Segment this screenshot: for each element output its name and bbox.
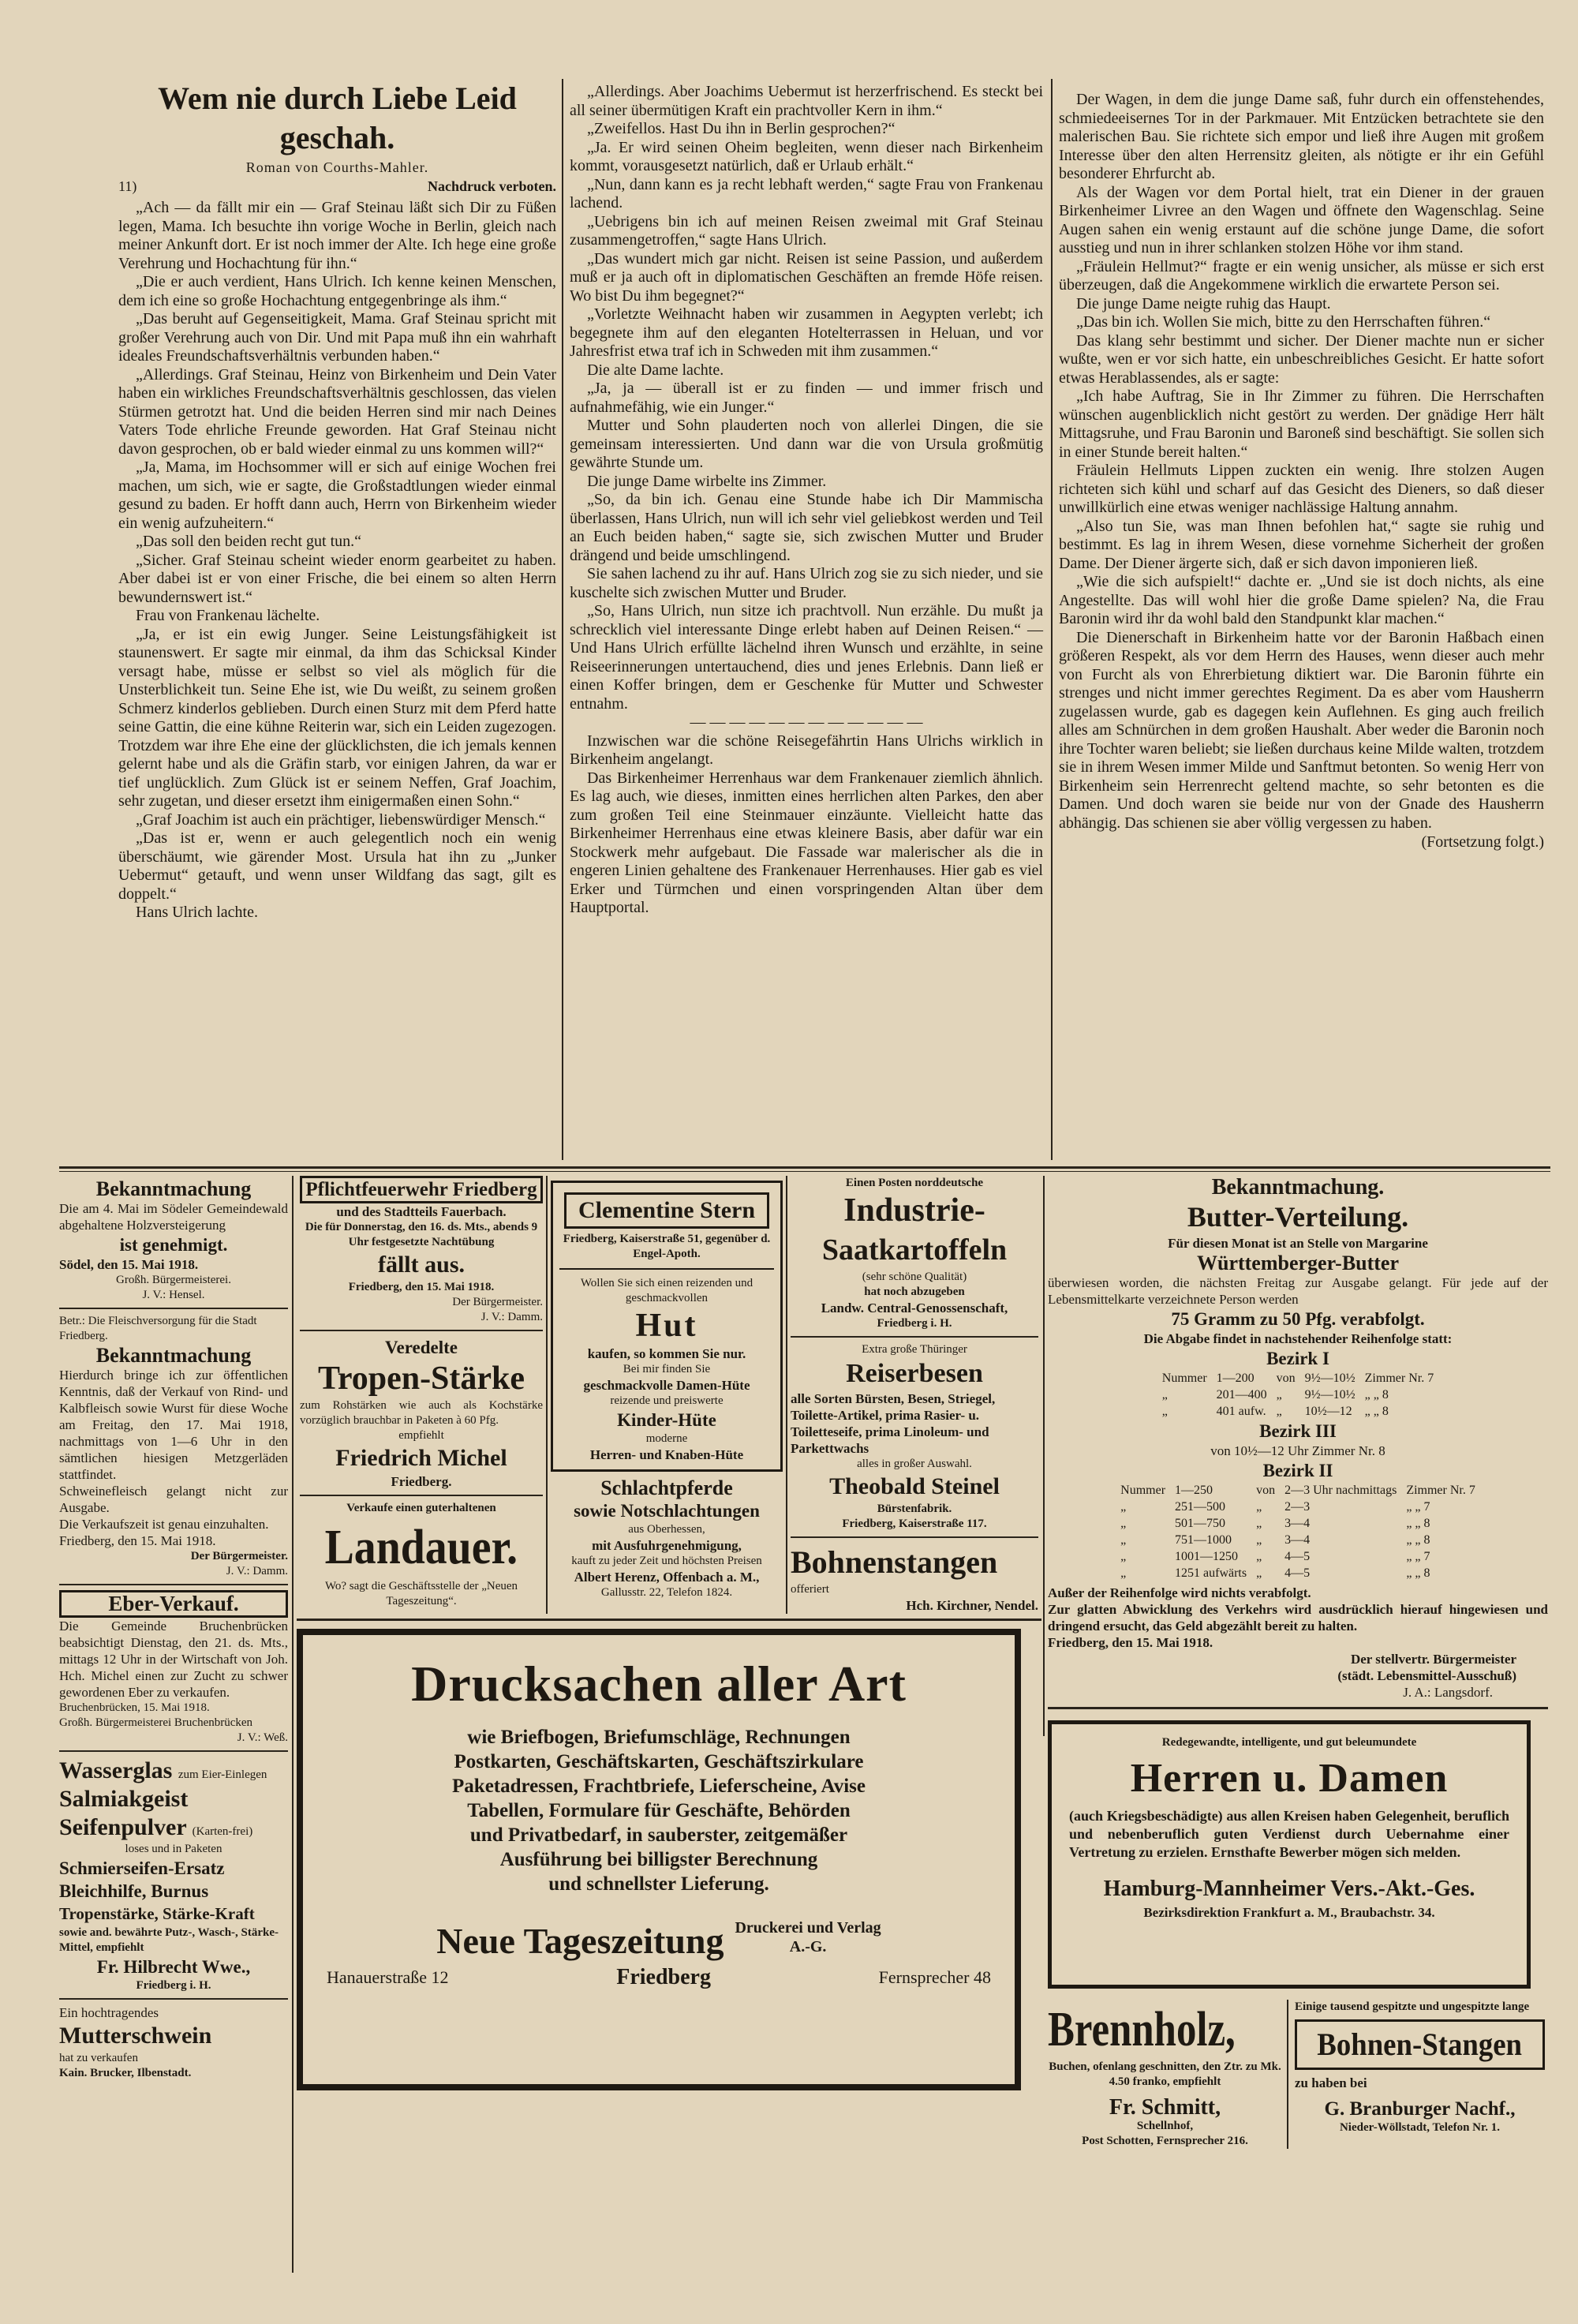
- ad-text: und des Stadtteils Fauerbach.: [336, 1204, 507, 1219]
- schedule-row: [1116, 1548, 1480, 1565]
- schedule-cell: „ „ 7: [1406, 1550, 1430, 1563]
- article-paragraph: Die Dienerschaft in Birkenheim hatte vor der Baronin Haßbach einen größeren Respekt, als vor dem Herrn des Hauses, wenn dieser auch mehr von Furcht als von Ehrerbietung diktiert war. Die Baronin führte ein strenges und nicht immer gerechtes Regiment. Da es aber vom Hausherrn zugelassen wurde, gab es dagegen kein Auflehnen. Es ging auch freilich alles am Schnürchen in dem großen Haushalt. Aber weder die Baronin noch ihre Tochter waren beliebt; sie ließen durchaus keine Milde walten, trotzdem sie in ihrem Wesen immer Milde und Sanftmut betonten. So wenig Herr von Birkenheim sein Herrenrecht geltend machte, so sehr betonten es die Damen. Und doch waren sie beide nur von der Gnade des Hausherrn abhängig. Das schienen sie aber völlig vergessen zu haben.: [1059, 628, 1544, 832]
- ad-product: Hut: [635, 1308, 698, 1344]
- article-paragraph: Das Birkenheimer Herrenhaus war dem Frankenauer ziemlich ähnlich. Es lag auch, wie dieses, inmitten eines herrlichen alten Parkes, den aber zum großen Teil eine Steinmauer einzäunte. Vielleicht hatte das Birkenheimer Herrenhaus eine etwas kleinere Basis, aber dafür war ein Stockwerk mehr aufgebaut. Die Fassade war malerischer als die in engeren Linien gehaltene des Frankenauer Herrenhauses. Hier gab es viel Erker und Türmchen und einen vorspringenden Altan über dem Hauptportal.: [570, 769, 1043, 916]
- ad-product: Mutterschwein: [59, 2023, 212, 2049]
- ad-text: Buchen, ofenlang geschnitten, den Ztr. zu Mk. 4.50 franko, empfiehlt: [1049, 2060, 1281, 2088]
- ad-butter-distribution: [1048, 1176, 1548, 1709]
- schedule-cell: „ „ 8: [1406, 1517, 1430, 1530]
- article-paragraph: Frau von Frankenau lächelte.: [136, 607, 320, 624]
- column-divider: [1043, 1176, 1045, 1736]
- ad-text: Für diesen Monat ist an Stelle von Margarine: [1168, 1236, 1428, 1251]
- ad-text: empfiehlt: [398, 1429, 444, 1442]
- ad-text: Der stellvertr. Bürgermeister: [1350, 1652, 1516, 1667]
- ad-city: Friedberg: [616, 1965, 711, 1989]
- ad-text: überwiesen worden, die nächsten Freitag zur Ausgabe gelangt. Für jede auf der Lebensmittelkarte verzeichnete Person werden: [1048, 1275, 1548, 1307]
- ad-signature: J. V.: Damm.: [481, 1311, 543, 1323]
- ad-text: Bürstenfabrik.: [877, 1503, 952, 1515]
- ad-text: Friedberg, Kaiserstraße 51, gegenüber d. Engel-Apoth.: [563, 1233, 771, 1260]
- schedule-cell: Nummer: [1161, 1372, 1207, 1385]
- ad-advertiser: Landw. Central-Genossenschaft,: [821, 1300, 1008, 1315]
- ads-column-4: [787, 1176, 1041, 1614]
- ad-phone: Fernsprecher 48: [878, 1967, 991, 1987]
- ad-text: Veredelte: [385, 1338, 458, 1357]
- ad-text: Bezirksdirektion Frankfurt a. M., Braubachstr. 34.: [1143, 1905, 1435, 1920]
- schedule-row: [1116, 1565, 1480, 1581]
- ad-product: Salmiakgeist: [59, 1786, 189, 1812]
- schedule-cell: „: [1120, 1517, 1127, 1530]
- ad-text: Großh. Bürgermeisterei.: [116, 1274, 231, 1286]
- schedule-cell: 2—3: [1284, 1500, 1311, 1514]
- ad-signature: J. V.: Hensel.: [142, 1289, 205, 1301]
- schedule-cell: Zimmer Nr. 7: [1364, 1372, 1434, 1385]
- ad-text: Gallusstr. 22, Telefon 1824.: [600, 1586, 733, 1599]
- ad-heading: Eber-Verkauf.: [59, 1590, 288, 1618]
- article-paragraph: Als der Wagen vor dem Portal hielt, trat ein Diener in der grauen Birkenheimer Livree an den Wagen und öffnete den Wagenschlag. Seine Augen sahen ein wenig erstaunt auf die schöne junge Dame, die sofort ausstieg und nun in ihrer schlanken stolzen Höhe vor ihm stand.: [1059, 183, 1544, 256]
- schedule-cell: „ „ 8: [1406, 1566, 1430, 1580]
- ad-text: aus Oberhessen,: [628, 1523, 705, 1536]
- schedule-cell: „: [1161, 1405, 1168, 1418]
- ad-text: Friedberg, den 15. Mai 1918.: [348, 1281, 495, 1293]
- ad-text: Die Verkaufszeit ist genau einzuhalten.: [59, 1517, 269, 1532]
- ad-text: Betr.: Die Fleischversorgung für die Stadt Friedberg.: [59, 1315, 257, 1342]
- ad-address: Hanauerstraße 12: [327, 1967, 449, 1987]
- schedule-cell: 4—5: [1284, 1550, 1311, 1563]
- article-paragraph: „Wie die sich aufspielt!“ dachte er. „Und sie ist doch nichts, als eine Angestellte. Das will wohl hier die große Dame spielen? Na, die Frau Baronin wird ihr da wohl bald den Standpunkt klar machen.“: [1059, 573, 1544, 627]
- column-divider: [562, 79, 563, 1160]
- article-paragraph: „Ach — da fällt mir ein — Graf Steinau läßt sich Dir zu Füßen legen, Mama. Ich besuchte ihn vorige Woche in Berlin, gleich nach meiner Ankunft dort. Er ist noch immer der Alte. Ich hege eine große Verehrung und Hochachtung für ihn.“: [118, 199, 556, 272]
- article-paragraph: Die junge Dame neigte ruhig das Haupt.: [1076, 294, 1331, 312]
- article-paragraph: „Zweifellos. Hast Du ihn in Berlin gesprochen?“: [587, 120, 896, 137]
- ad-text: Verkaufe einen guterhaltenen: [346, 1502, 496, 1514]
- ad-heading: Bekanntmachung: [95, 1177, 252, 1200]
- ad-slaughter-horses: [551, 1476, 783, 1600]
- district-2-table: [1116, 1482, 1480, 1581]
- schedule-cell: „: [1256, 1566, 1262, 1580]
- ad-product: Seifenpulver: [59, 1814, 187, 1840]
- ad-text: Friedberg, den 15. Mai 1918.: [59, 1533, 216, 1548]
- ad-text: zum Eier-Einlegen: [178, 1768, 267, 1781]
- schedule-cell: 3—4: [1284, 1517, 1311, 1530]
- article-paragraph: — — — — — — — — — — — —: [690, 713, 923, 731]
- ad-text: wie Briefbogen, Briefumschläge, Rechnungen: [467, 1727, 851, 1748]
- article-paragraph: Der Wagen, in dem die junge Dame saß, fuhr durch ein offenstehendes, schmiedeeisernes Tor in der Parkmauer. Mit Entzücken betrachtete sie den malerischen Bau. Sie richtete sich empor und ließ ihre Augen mit großem Interesse über den alten Herrensitz gleiten, als nötigte er ihr ein Gefühl besonderer Ehrfurcht ab.: [1059, 91, 1544, 182]
- article-paragraph: „Fräulein Hellmut?“ fragte er ein wenig unsicher, als müsse er sich erst überzeugen, daß die Angekommene wirklich die erwartete Person sei.: [1059, 257, 1544, 294]
- schedule-cell: 501—750: [1175, 1517, 1226, 1530]
- continuation-note: (Fortsetzung folgt.): [1421, 833, 1544, 851]
- ad-text: alle Sorten Bürsten, Besen, Striegel, Toilette-Artikel, prima Rasier- u. Toiletteseife, prima Linoleum- und Parkettwachs: [791, 1391, 996, 1456]
- ad-text: Hierdurch bringe ich zur öffentlichen Kenntnis, daß der Verkauf von Rind- und Kalbfleisch sowie Wurst für diese Woche am Freitag, den 17. Mai 1918, nachmittags von 1—6 Uhr in den sämtlichen hiesigen Metzgerläden stattfindet.: [59, 1368, 288, 1482]
- article-paragraph: „Uebrigens bin ich auf meinen Reisen zweimal mit Graf Steinau zusammengetroffen,“ sagte Hans Ulrich.: [570, 212, 1043, 249]
- schedule-row: [1116, 1515, 1480, 1532]
- schedule-cell: 1—200: [1216, 1372, 1255, 1385]
- installment-number: 11): [118, 178, 137, 194]
- ad-advertiser: Neue Tageszeitung: [436, 1921, 724, 1961]
- ad-text: loses und in Paketen: [125, 1843, 222, 1855]
- ad-text: Großh. Bürgermeisterei Bruchenbrücken: [59, 1716, 253, 1729]
- schedule-cell: 4—5: [1284, 1566, 1311, 1580]
- ad-heading: Herren u. Damen: [1130, 1756, 1449, 1801]
- schedule-cell: „: [1120, 1566, 1127, 1580]
- article-subtitle: Roman von Courths-Mahler.: [245, 159, 429, 175]
- schedule-cell: Nummer: [1120, 1484, 1166, 1497]
- ad-heading: Bekanntmachung.: [1211, 1175, 1385, 1199]
- schedule-cell: „: [1120, 1533, 1127, 1547]
- schedule-cell: „: [1256, 1517, 1262, 1530]
- article-paragraph: „Ja, er ist ein ewig Junger. Seine Leistungsfähigkeit ist staunenswert. Er sagte mir einmal, da ihm das Schicksal Kinder versagt habe, müsse er selbst so viel als möglich für die Unsterblichkeit tun. Seine Ehe ist, wie Du weißt, zu seinem großen Schmerz kinderlos geblieben. Durch einen Sturz mit dem Pferd hatte seine Gattin, die eine kühne Reiterin war, sich ein Leiden zugezogen. Trotzdem war ihre Ehe eine der glücklichsten, die ich jemals kennen gelernt habe und als die Gräfin starb, vor einigen Jahren, da war er tief unglücklich. Zum Glück ist er seinem Neffen, Graf Joachim, sehr zugetan, und dieser ersetzt ihm einigermaßen einen Sohn.“: [118, 625, 556, 810]
- ad-advertiser: Hamburg-Mannheimer Vers.-Akt.-Ges.: [1103, 1877, 1475, 1901]
- article-paragraph: Inzwischen war die schöne Reisegefährtin Hans Ulrichs wirklich in Birkenheim angelangt.: [570, 732, 1043, 768]
- ad-heading: Bekanntmachung: [95, 1344, 252, 1367]
- schedule-cell: von: [1276, 1372, 1296, 1385]
- ad-text: und schnellster Lieferung.: [548, 1873, 769, 1895]
- article-paragraph: „Das wundert mich gar nicht. Reisen ist seine Passion, und außerdem muß er ja auch oft in diplomatischen Geschäften an fremde Höfe reisen. Wo bist Du ihm begegnet?“: [570, 249, 1043, 305]
- schedule-cell: „: [1256, 1550, 1262, 1563]
- ad-text: Schweinefleisch gelangt nicht zur Ausgabe.: [59, 1484, 288, 1515]
- article-paragraph: Sie sahen lachend zu ihr auf. Hans Ulrich zog sie zu sich nieder, und sie kuschelte sich zwischen Mutter und Bruder.: [570, 565, 1043, 601]
- article-paragraph: „Die er auch verdient, Hans Ulrich. Ich kenne keinen Menschen, dem ich eine so große Hochachtung entgegenbringe als ihm.“: [118, 273, 556, 309]
- ad-advertiser: G. Branburger Nachf.,: [1324, 2098, 1516, 2120]
- ads-column-1: [59, 1177, 288, 2081]
- article-paragraph: „Ja, ja — überall ist er zu finden — und immer frisch und aufnahmefähig, wie ein Junger.“: [570, 380, 1043, 416]
- article-paragraph: „Das ist er, wenn er auch gelegentlich noch ein wenig überschäumt, wie gärender Most. Ursula hat ihn zu „Junker Uebermut“ getauft, und wenn unser Wildfang das sagt, gilt es doppelt.“: [118, 829, 556, 903]
- ad-text: Druckerei und Verlag: [735, 1919, 881, 1937]
- ad-product: Württemberger-Butter: [1196, 1252, 1400, 1274]
- ad-text: (Karten-frei): [192, 1825, 253, 1838]
- schedule-cell: Zimmer Nr. 7: [1406, 1484, 1475, 1497]
- ad-fire-brigade: [300, 1176, 543, 1331]
- schedule-cell: 401 aufw.: [1216, 1405, 1266, 1418]
- ad-meat-supply: [59, 1314, 288, 1585]
- ad-text: sowie and. bewährte Putz-, Wasch-, Stärke-Mittel, empfiehlt: [59, 1926, 279, 1954]
- ad-text: (sehr schöne Qualität): [862, 1271, 967, 1283]
- ad-advertiser: Theobald Steinel: [829, 1473, 1000, 1499]
- ad-heading: Pflichtfeuerwehr Friedberg: [300, 1176, 543, 1203]
- section-divider: [59, 1171, 1550, 1172]
- ad-tropen-staerke: [300, 1336, 543, 1496]
- article-paragraph: „Das beruht auf Gegenseitigkeit, Mama. Graf Steinau spricht mit großer Verehrung auch von Dir. Und mit Papa muß ihn ein wahrhaft ideales Freundschaftsverhältnis verbunden haben.“: [118, 310, 556, 365]
- ads-middle-block: [297, 1176, 1041, 2090]
- ad-text: 75 Gramm zu 50 Pfg. verabfolgt.: [1171, 1309, 1425, 1329]
- district-heading: Bezirk I: [1266, 1349, 1329, 1368]
- schedule-row: [1116, 1532, 1480, 1548]
- ad-product: Herren- und Knaben-Hüte: [589, 1447, 744, 1462]
- ad-printing-services: [297, 1629, 1021, 2090]
- ad-advertiser: Fr. Schmitt,: [1109, 2095, 1221, 2120]
- article-paragraph: „Vorletzte Weihnacht haben wir zusammen in Aegypten verlebt; ich begegnete ihm auf den eleganten Hotelterrassen in Heluan, und vor Jahresfrist etwa traf ich in Schweden mit ihm zusammen.“: [570, 305, 1043, 360]
- ad-text: Postkarten, Geschäftskarten, Geschäftszirkulare: [454, 1751, 864, 1772]
- ad-product: geschmackvolle Damen-Hüte: [583, 1378, 750, 1393]
- ad-advertiser: Hch. Kirchner, Nendel.: [906, 1598, 1038, 1613]
- article-title: Wem nie durch Liebe Leid geschah.: [158, 80, 517, 155]
- article-paragraph: Fräulein Hellmuts Lippen zuckten ein wenig. Ihre stolzen Augen richteten sich kühl und scharf auf das Gesicht des Dieners, so daß dieser unwillkürlich eine etwas weniger nachlässige Haltung annahm.: [1059, 462, 1544, 516]
- schedule-cell: 1—250: [1175, 1484, 1213, 1497]
- ad-text: Einen Posten norddeutsche: [845, 1177, 984, 1189]
- ad-product: Reiserbesen: [846, 1359, 983, 1388]
- schedule-row: [1157, 1387, 1438, 1403]
- ad-product: Kinder-Hüte: [617, 1410, 716, 1430]
- ad-advertiser: Albert Herenz, Offenbach a. M.,: [574, 1570, 760, 1585]
- article-column-2: [570, 83, 1043, 918]
- ad-advertiser: Fr. Hilbrecht Wwe.,: [96, 1957, 251, 1977]
- article-column-3: [1059, 91, 1544, 833]
- ad-product: Wasserglas: [59, 1757, 173, 1783]
- ad-text: (auch Kriegsbeschädigte) aus allen Kreisen haben Gelegenheit, beruflich und nebenberuflich guten Verdienst durch Uebernahme einer Vertretung zu erzielen. Ernsthafte Bewerber mögen sich melden.: [1069, 1808, 1509, 1860]
- ad-product: Bohnenstangen: [791, 1544, 998, 1580]
- ad-heading: Clementine Stern: [564, 1192, 769, 1229]
- ad-text: Paketadressen, Frachtbriefe, Lieferscheine, Avise: [452, 1776, 866, 1797]
- ad-text: [59, 1757, 288, 1785]
- ad-product: Bleichhilfe, Burnus: [59, 1881, 209, 1901]
- schedule-row: [1157, 1370, 1438, 1387]
- district-heading: Bezirk III: [1259, 1421, 1337, 1441]
- ads-right-block: [1048, 1176, 1548, 2149]
- schedule-row: [1116, 1499, 1480, 1515]
- schedule-cell: 2—3 Uhr nachmittags: [1284, 1484, 1397, 1497]
- article-paragraph: „Sicher. Graf Steinau scheint wieder enorm gearbeitet zu haben. Aber dabei ist er von einer Frische, die bei einem so alten Herrn bewundernswert ist.“: [118, 551, 556, 606]
- schedule-cell: „: [1161, 1388, 1168, 1402]
- ad-text: A.-G.: [789, 1938, 827, 1955]
- ad-advertiser: Friedrich Michel: [335, 1445, 507, 1471]
- ad-text: offeriert: [791, 1583, 829, 1596]
- schedule-cell: „ „ 8: [1406, 1533, 1430, 1547]
- ad-landauer: [300, 1501, 543, 1609]
- ad-firewood: [1048, 2000, 1288, 2149]
- ad-reiserbesen: [791, 1342, 1038, 1538]
- ad-text: Einige tausend gespitzte und ungespitzte lange: [1295, 2000, 1530, 2013]
- ad-text: Post Schotten, Fernsprecher 216.: [1082, 2135, 1248, 2147]
- ad-product: Schmierseifen-Ersatz: [59, 1858, 225, 1878]
- article-column-1: [118, 199, 556, 922]
- ad-text: Friedberg i. H.: [877, 1317, 952, 1330]
- article-paragraph: „Ja. Er wird seinen Oheim begleiten, wenn dieser nach Birkenheim kommt, vorausgesetzt natürlich, daß er Urlaub erhält.“: [570, 138, 1043, 174]
- schedule-cell: „: [1276, 1388, 1282, 1402]
- ad-clementine-stern: [551, 1181, 783, 1472]
- ad-text: zu haben bei: [1295, 2075, 1367, 2090]
- article-paragraph: „Nun, dann kann es ja recht lebhaft werden,“ sagte Frau von Frankenau lachend.: [570, 175, 1043, 211]
- ad-text: Zur glatten Abwicklung des Verkehrs wird ausdrücklich hierauf hingewiesen und dringend ersucht, das Geld abgezählt bereit zu halten.: [1048, 1602, 1548, 1634]
- ads-column-3: [548, 1176, 787, 1614]
- ad-text: Die Abgabe findet in nachstehender Reihenfolge statt:: [1143, 1331, 1453, 1346]
- ad-text: zum Rohstärken wie auch als Kochstärke vorzüglich brauchbar in Paketen à 60 Pfg.: [300, 1399, 543, 1427]
- ad-text: Der Bürgermeister.: [452, 1296, 543, 1308]
- ad-text: Ein hochtragendes: [59, 2005, 159, 2020]
- ad-text: Tabellen, Formulare für Geschäfte, Behörden: [467, 1800, 851, 1821]
- ad-text: reizende und preiswerte: [610, 1394, 724, 1407]
- article-column-2-wrapper: [570, 83, 1043, 918]
- schedule-cell: „ „ 8: [1364, 1405, 1389, 1418]
- schedule-cell: 201—400: [1216, 1388, 1267, 1402]
- schedule-cell: von: [1256, 1484, 1276, 1497]
- article-paragraph: „Das bin ich. Wollen Sie mich, bitte zu den Herrschaften führen.“: [1076, 313, 1491, 331]
- article-paragraph: Die junge Dame wirbelte ins Zimmer.: [587, 472, 827, 490]
- ad-text: Bruchenbrücken, 15. Mai 1918.: [59, 1701, 210, 1714]
- district-heading: Bezirk II: [1262, 1461, 1333, 1480]
- ad-text: Nieder-Wöllstadt, Telefon Nr. 1.: [1339, 2121, 1501, 2134]
- article-paragraph: „So, Hans Ulrich, nun sitze ich prachtvoll. Nun erzähle. Du mußt ja schrecklich viel interessante Dinge erlebt haben auf Deinen Reisen.“ — Und Hans Ulrich erfüllte lächelnd ihren Wunsch und erzählte, in seine Reiseerinnerungen untertauchend, dies und jenes Erlebnis. Dann ließ er einen Koffer bringen, dem er Geschenke für Mutter und Schwester entnahm.: [570, 602, 1043, 713]
- ad-bean-poles-kirchner: [791, 1543, 1038, 1614]
- ad-text: Bei mir finden Sie: [623, 1363, 711, 1375]
- schedule-row: [1157, 1403, 1438, 1420]
- schedule-cell: 1001—1250: [1175, 1550, 1239, 1563]
- article-paragraph: Die alte Dame lachte.: [587, 361, 724, 379]
- ad-text: Friedberg.: [391, 1474, 452, 1489]
- ad-text: Die am 4. Mai im Södeler Gemeindewald abgehaltene Holzversteigerung: [59, 1201, 288, 1233]
- ad-text: hat zu verkaufen: [59, 2052, 138, 2064]
- schedule-cell: 9½—10½: [1304, 1388, 1356, 1402]
- ad-text: von 10½—12 Uhr Zimmer Nr. 8: [1210, 1443, 1385, 1458]
- ad-text: Friedberg, Kaiserstraße 117.: [842, 1518, 987, 1530]
- reprint-notice: Nachdruck verboten.: [428, 178, 556, 194]
- ad-text: (städt. Lebensmittel-Ausschuß): [1337, 1668, 1516, 1683]
- article-paragraph: „Graf Joachim ist auch ein prächtiger, liebenswürdiger Mensch.“: [136, 810, 546, 829]
- schedule-cell: „: [1120, 1500, 1127, 1514]
- ad-text: kaufen, so kommen Sie nur.: [587, 1346, 746, 1361]
- article-paragraph: Das klang sehr bestimmt und sicher. Der Diener machte nun er sicher wußte, wen er vor sich hatte, ein unbeschreibliches Gesicht. Er hatte sofort etwas Herablassendes, als er sagte:: [1059, 331, 1544, 387]
- schedule-cell: „: [1256, 1500, 1262, 1514]
- ad-text: Die Gemeinde Bruchenbrücken beabsichtigt Dienstag, den 21. ds. Mts., mittags 12 Uhr in der Wirtschaft von Joh. Hch. Michel einen zur Zucht zu schwer gewordenen Eber zu verkaufen.: [59, 1619, 288, 1700]
- ad-product: Bohnen-Stangen: [1317, 2026, 1523, 2062]
- ad-text: Die für Donnerstag, den 16. ds. Mts., abends 9 Uhr festgesetzte Nachtübung: [305, 1221, 538, 1248]
- schedule-cell: „ „ 8: [1364, 1388, 1389, 1402]
- article-paragraph: „Allerdings. Graf Steinau, Heinz von Birkenheim und Dein Vater haben ein wirkliches Freundschaftsverhältnis geschlossen, das vielen Stürmen getrotzt hat. Und die beiden Herren sind mir nach Deines Vaters Tode ehrliche Freunde geworden. Hat Graf Steinau nicht davon gesprochen, ob er bald wieder einmal zu uns kommen will?“: [118, 365, 556, 458]
- article-paragraph: „Also tun Sie, was man Ihnen befohlen hat,“ sagte sie ruhig und bestimmt. Es lag in ihrem Wesen, diese vornehme Sicherheit der großen Dame. Der Diener ärgerte sich, daß er sich davon imponieren ließ.: [1059, 517, 1544, 572]
- ad-text: mit Ausfuhrgenehmigung,: [592, 1538, 742, 1553]
- ad-product: Brennholz,: [1048, 2003, 1236, 2056]
- ad-text: hat noch abzugeben: [864, 1285, 965, 1298]
- ad-product: Industrie-: [843, 1192, 985, 1229]
- ad-signature: J. V.: Damm.: [226, 1565, 288, 1577]
- schedule-cell: „: [1256, 1533, 1262, 1547]
- ad-product: Tropen-Stärke: [317, 1360, 525, 1397]
- article-paragraph: „Ja, Mama, im Hochsommer will er sich auf einige Wochen frei machen, um sich, wie er sagte, die Großstadtlungen wieder einmal gesund zu baden. Er hofft dann auch, Herrn von Birkenheim wieder ein wenig aufzuheitern.“: [118, 458, 556, 532]
- ad-advertiser: Kain. Brucker, Ilbenstadt.: [59, 2067, 192, 2079]
- article-paragraph: Hans Ulrich lachte.: [136, 904, 258, 921]
- ad-heading: Butter-Verteilung.: [1187, 1201, 1409, 1233]
- ad-heading: Drucksachen aller Art: [411, 1656, 907, 1712]
- ad-signature: J. V.: Weß.: [237, 1731, 288, 1744]
- ad-seed-potatoes: [791, 1176, 1038, 1338]
- schedule-cell: „ „ 7: [1406, 1500, 1430, 1514]
- schedule-row: [1116, 1482, 1480, 1499]
- ads-column-2: [297, 1176, 548, 1614]
- ad-heading: sowie Notschlachtungen: [574, 1501, 760, 1521]
- article-column-1-wrapper: [118, 79, 556, 922]
- ad-heading: Schlachtpferde: [600, 1476, 733, 1499]
- ad-text: Der Bürgermeister.: [190, 1550, 288, 1562]
- ad-text: Extra große Thüringer: [862, 1343, 967, 1356]
- ad-text: alles in großer Auswahl.: [857, 1458, 972, 1470]
- article-paragraph: „So, da bin ich. Genau eine Stunde habe ich Dir Mammischa überlassen, Hans Ulrich, nun will ich sehr viel geliebkost werden und Teil an Euch beiden haben,“ sagte sie, sich zwischen Mutter und Bruder drängend und beide umschlingend.: [570, 491, 1043, 564]
- ad-product: Landauer.: [324, 1521, 518, 1574]
- ad-signature: J. A.: Langsdorf.: [1403, 1685, 1493, 1700]
- ad-hilbrecht-goods: [59, 1757, 288, 2000]
- ad-insurance-recruiting: [1048, 1720, 1531, 1989]
- ad-boar-sale: [59, 1590, 288, 1752]
- ad-text: Friedberg, den 15. Mai 1918.: [1048, 1635, 1213, 1650]
- ad-bean-poles-branburger: [1288, 2000, 1545, 2149]
- ad-text: [59, 1813, 288, 1842]
- schedule-cell: 9½—10½: [1304, 1372, 1356, 1385]
- schedule-cell: 3—4: [1284, 1533, 1311, 1547]
- column-divider: [292, 1176, 294, 2273]
- ad-text: und Privatbedarf, in sauberster, zeitgemäßer: [469, 1824, 848, 1846]
- article-paragraph: „Das soll den beiden recht gut tun.“: [136, 533, 362, 550]
- schedule-cell: „: [1276, 1405, 1282, 1418]
- ad-soedel-announcement: [59, 1177, 288, 1309]
- ad-sow-sale: [59, 2004, 288, 2081]
- schedule-cell: 1251 aufwärts: [1175, 1566, 1247, 1580]
- ad-text: kauft zu jeder Zeit und höchsten Preisen: [571, 1555, 762, 1567]
- schedule-cell: „: [1120, 1550, 1127, 1563]
- ad-product: Saatkartoffeln: [821, 1233, 1008, 1267]
- article-paragraph: „Ich habe Auftrag, Sie in Ihr Zimmer zu führen. Die Herrschaften wünschen augenblicklich nicht gestört zu werden. Der gnädige Herr hält Mittagsruhe, und Frau Baronin und Baroneß sind beschäftigt. Sie sollen sich in einer Stunde bereit halten.“: [1059, 387, 1544, 461]
- ad-text: Södel, den 15. Mai 1918.: [59, 1257, 199, 1272]
- district-1-table: [1157, 1370, 1438, 1420]
- ad-text: Ausführung bei billigster Berechnung: [499, 1849, 818, 1870]
- section-divider: [59, 1166, 1550, 1169]
- ad-text: Friedberg i. H.: [136, 1979, 211, 1992]
- schedule-cell: 251—500: [1175, 1500, 1226, 1514]
- ad-text: moderne: [645, 1432, 688, 1445]
- ad-text: fällt aus.: [377, 1252, 465, 1278]
- ad-text: Redegewandte, intelligente, und gut beleumundete: [1161, 1736, 1417, 1749]
- ad-product: Tropenstärke, Stärke-Kraft: [59, 1904, 255, 1923]
- article-column-3-wrapper: [1059, 91, 1544, 851]
- article-paragraph: Mutter und Sohn plauderten noch von allerlei Dingen, die sie gemeinsam interessierten. Und dann war die von Ursula großmütig gewährte Stunde um.: [570, 417, 1043, 471]
- ad-text: ist genehmigt.: [119, 1235, 228, 1255]
- article-paragraph: „Allerdings. Aber Joachims Uebermut ist herzerfrischend. Es steckt bei all seiner übermütigen Kraft ein prachtvoller Kern in ihm.“: [570, 83, 1043, 119]
- ad-text: Wo? sagt die Geschäftsstelle der „Neuen Tageszeitung“.: [324, 1580, 518, 1607]
- schedule-cell: 751—1000: [1175, 1533, 1232, 1547]
- ad-text: Wollen Sie sich einen reizenden und geschmackvollen: [580, 1277, 753, 1304]
- ad-text: Außer der Reihenfolge wird nichts verabfolgt.: [1048, 1585, 1311, 1600]
- schedule-cell: 10½—12: [1304, 1405, 1352, 1418]
- column-divider: [1051, 79, 1053, 1160]
- ad-text: Schellnhof,: [1136, 2120, 1194, 2132]
